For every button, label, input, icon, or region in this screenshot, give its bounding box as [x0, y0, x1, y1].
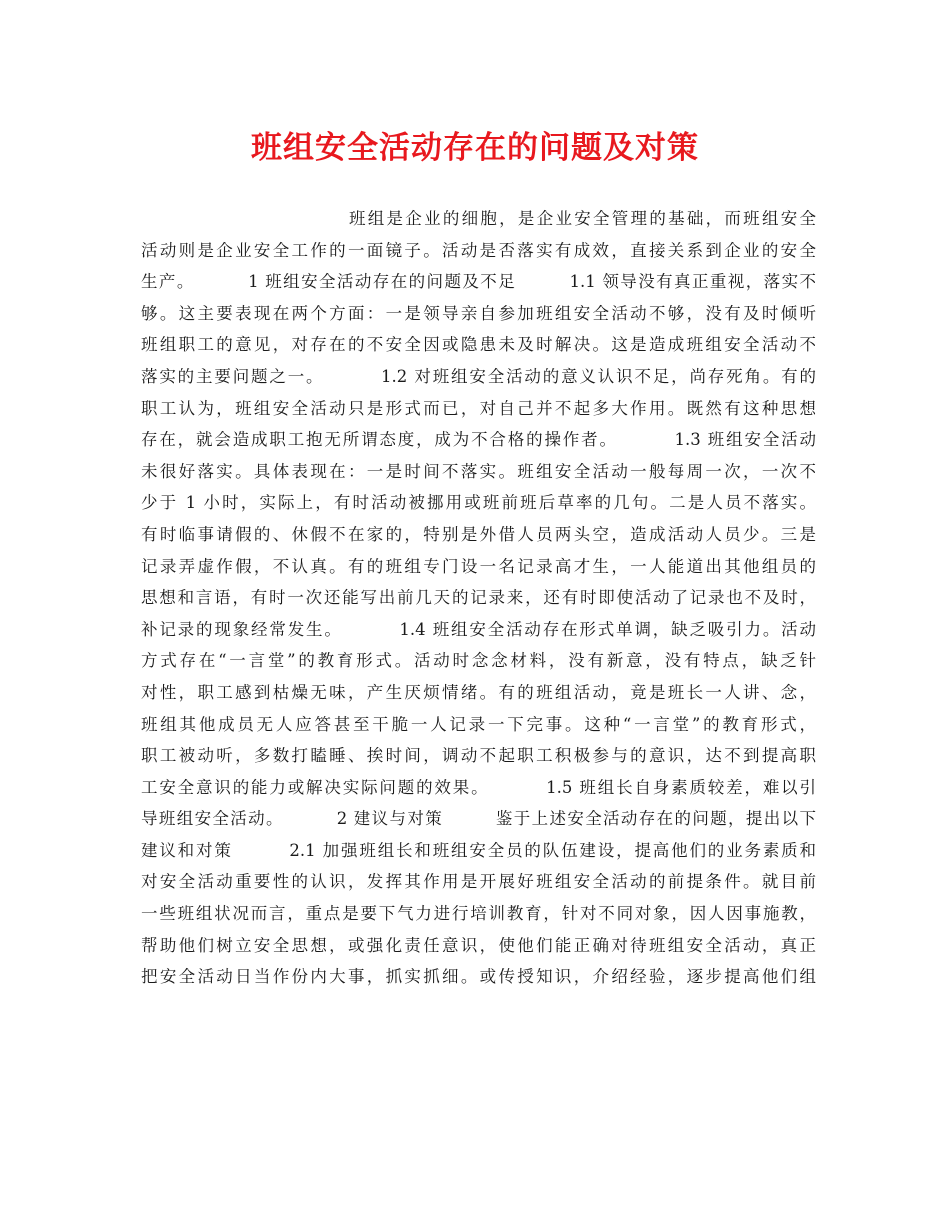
text-line: 活动则是企业安全工作的一面镜子。活动是否落实有成效，直接关系到企业的安全: [141, 240, 816, 260]
text-line: 导班组安全活动。 2 建议与对策 鉴于上述安全活动存在的问题，提出以下: [141, 809, 816, 829]
text-line: 少于 1 小时，实际上，有时活动被挪用或班前班后草率的几句。二是人员不落实。: [141, 493, 816, 513]
text-line: 补记录的现象经常发生。 1.4 班组安全活动存在形式单调，缺乏吸引力。活动: [141, 619, 816, 639]
text-line: 建议和对策 2.1 加强班组长和班组安全员的队伍建设，提高他们的业务素质和: [141, 840, 816, 860]
text-line: 记录弄虚作假，不认真。有的班组专门设一名记录高才生，一人能道出其他组员的: [141, 556, 816, 576]
text-line: 班组其他成员无人应答甚至干脆一人记录一下完事。这种“一言堂”的教育形式，: [141, 714, 816, 734]
text-line: 一些班组状况而言，重点是要下气力进行培训教育，针对不同对象，因人因事施教，: [141, 904, 816, 924]
text-line: 对性，职工感到枯燥无味，产生厌烦情绪。有的班组活动，竟是班长一人讲、念，: [141, 682, 816, 702]
text-line: 帮助他们树立安全思想，或强化责任意识，使他们能正确对待班组安全活动，真正: [141, 935, 816, 955]
text-line: 有时临事请假的、休假不在家的，特别是外借人员两头空，造成活动人员少。三是: [141, 524, 816, 544]
text-line: 存在，就会造成职工抱无所谓态度，成为不合格的操作者。 1.3 班组安全活动: [141, 430, 816, 450]
text-line: 落实的主要问题之一。 1.2 对班组安全活动的意义认识不足，尚存死角。有的: [141, 366, 816, 386]
text-line: 对安全活动重要性的认识，发挥其作用是开展好班组安全活动的前提条件。就目前: [141, 872, 816, 892]
text-line: 把安全活动日当作份内大事，抓实抓细。或传授知识，介绍经验，逐步提高他们组: [141, 967, 816, 987]
text-line: 够。这主要表现在两个方面：一是领导亲自参加班组安全活动不够，没有及时倾听: [141, 303, 816, 323]
body-text: [141, 203, 816, 993]
text-line: 职工认为，班组安全活动只是形式而已，对自己并不起多大作用。既然有这种思想: [141, 398, 816, 418]
text-line: 生产。 1 班组安全活动存在的问题及不足 1.1 领导没有真正重视，落实不: [141, 272, 816, 292]
text-line: 工安全意识的能力或解决实际问题的效果。 1.5 班组长自身素质较差，难以引: [141, 777, 816, 797]
text-line: 思想和言语，有时一次还能写出前几天的记录来，还有时即使活动了记录也不及时，: [141, 588, 816, 608]
text-line: 未很好落实。具体表现在：一是时间不落实。班组安全活动一般每周一次，一次不: [141, 461, 816, 481]
text-line: 职工被动听，多数打瞌睡、挨时间，调动不起职工积极参与的意识，达不到提高职: [141, 746, 816, 766]
text-line: 方式存在“一言堂”的教育形式。活动时念念材料，没有新意，没有特点，缺乏针: [141, 651, 816, 671]
page-title: 班组安全活动存在的问题及对策: [251, 130, 699, 166]
text-line: 班组职工的意见，对存在的不安全因或隐患未及时解决。这是造成班组安全活动不: [141, 335, 816, 355]
text-line: 班组是企业的细胞，是企业安全管理的基础，而班组安全: [349, 209, 816, 228]
